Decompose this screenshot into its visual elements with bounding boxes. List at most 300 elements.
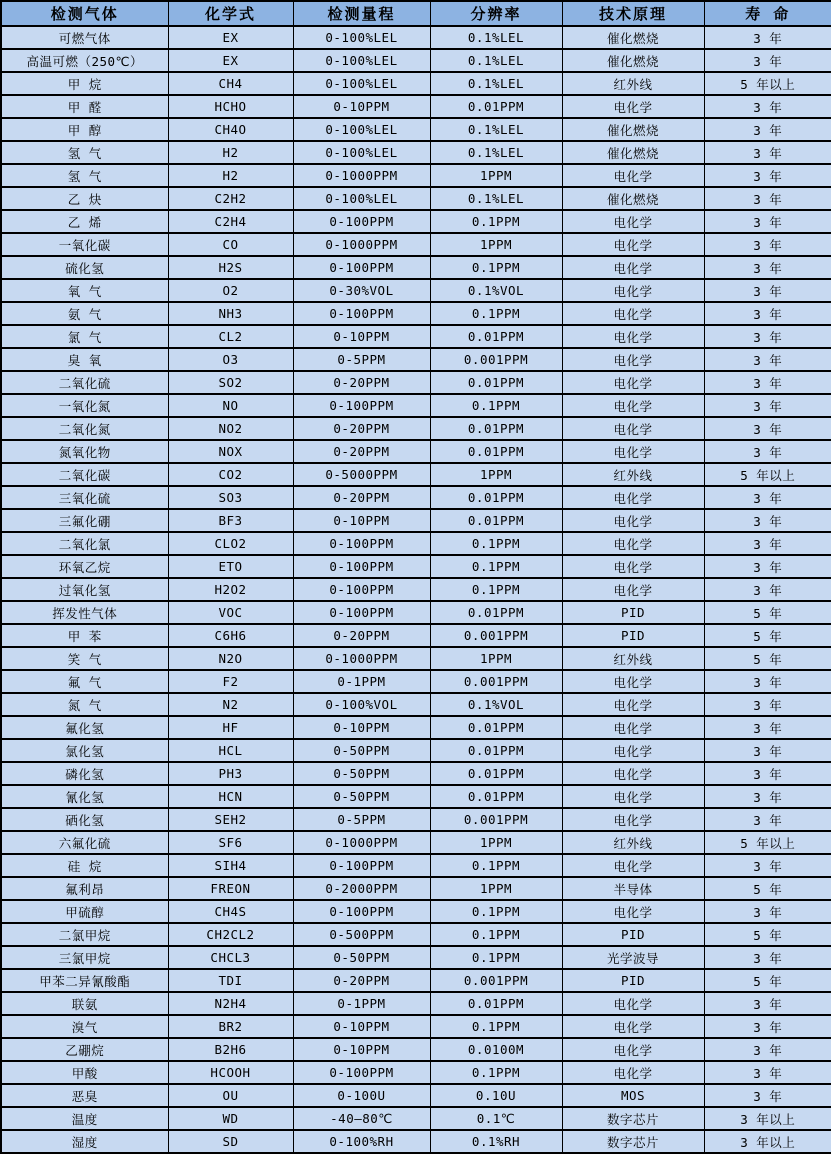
table-cell-chemical-formula: H2S [168, 256, 293, 279]
table-cell-gas-name: 联氨 [1, 992, 168, 1015]
table-cell-resolution: 0.1PPM [430, 532, 562, 555]
table-cell-lifespan: 3 年 [704, 210, 831, 233]
table-cell-gas-name: 可燃气体 [1, 26, 168, 49]
table-cell-technology: 催化燃烧 [562, 26, 704, 49]
table-cell-resolution: 0.01PPM [430, 785, 562, 808]
table-cell-lifespan: 5 年 [704, 624, 831, 647]
table-cell-technology: 电化学 [562, 992, 704, 1015]
table-row [1, 601, 831, 624]
table-cell-lifespan: 5 年以上 [704, 72, 831, 95]
table-row [1, 946, 831, 969]
table-cell-lifespan: 3 年 [704, 693, 831, 716]
table-cell-resolution: 0.1PPM [430, 210, 562, 233]
table-cell-lifespan: 3 年 [704, 532, 831, 555]
table-cell-gas-name: 乙 烯 [1, 210, 168, 233]
table-row [1, 440, 831, 463]
table-cell-chemical-formula: HCHO [168, 95, 293, 118]
table-cell-chemical-formula: CH4S [168, 900, 293, 923]
table-cell-chemical-formula: N2H4 [168, 992, 293, 1015]
table-cell-detection-range: 0-100%RH [293, 1130, 430, 1153]
table-row [1, 417, 831, 440]
table-cell-resolution: 0.1%LEL [430, 26, 562, 49]
table-cell-gas-name: 二氧化碳 [1, 463, 168, 486]
table-cell-resolution: 0.1%RH [430, 1130, 562, 1153]
table-cell-lifespan: 5 年以上 [704, 463, 831, 486]
table-cell-chemical-formula: F2 [168, 670, 293, 693]
table-cell-gas-name: 挥发性气体 [1, 601, 168, 624]
table-header-row [1, 1, 831, 26]
table-cell-technology: PID [562, 601, 704, 624]
table-cell-gas-name: 三氟化硼 [1, 509, 168, 532]
table-row [1, 900, 831, 923]
table-cell-detection-range: 0-5PPM [293, 348, 430, 371]
table-cell-detection-range: 0-20PPM [293, 440, 430, 463]
table-cell-resolution: 0.1%LEL [430, 118, 562, 141]
table-cell-gas-name: 环氧乙烷 [1, 555, 168, 578]
column-header-technology: 技术原理 [562, 1, 704, 26]
table-cell-gas-name: 臭 氧 [1, 348, 168, 371]
table-cell-chemical-formula: CH4O [168, 118, 293, 141]
table-cell-lifespan: 3 年 [704, 578, 831, 601]
table-cell-gas-name: 二氧化硫 [1, 371, 168, 394]
table-cell-chemical-formula: CL2 [168, 325, 293, 348]
table-cell-detection-range: 0-100PPM [293, 256, 430, 279]
table-cell-detection-range: 0-30%VOL [293, 279, 430, 302]
table-row [1, 1107, 831, 1130]
table-cell-resolution: 0.1PPM [430, 854, 562, 877]
table-cell-lifespan: 3 年 [704, 233, 831, 256]
table-cell-technology: 电化学 [562, 348, 704, 371]
table-cell-lifespan: 3 年 [704, 302, 831, 325]
table-cell-detection-range: 0-50PPM [293, 762, 430, 785]
table-cell-technology: 电化学 [562, 325, 704, 348]
table-row [1, 1015, 831, 1038]
table-row [1, 716, 831, 739]
table-cell-gas-name: 氨 气 [1, 302, 168, 325]
table-cell-detection-range: 0-2000PPM [293, 877, 430, 900]
table-cell-chemical-formula: WD [168, 1107, 293, 1130]
table-cell-chemical-formula: N2 [168, 693, 293, 716]
table-cell-gas-name: 氢 气 [1, 164, 168, 187]
table-cell-lifespan: 3 年 [704, 739, 831, 762]
table-row [1, 26, 831, 49]
table-cell-chemical-formula: CO2 [168, 463, 293, 486]
table-cell-gas-name: 一氧化碳 [1, 233, 168, 256]
table-cell-resolution: 0.1℃ [430, 1107, 562, 1130]
table-cell-resolution: 1PPM [430, 647, 562, 670]
table-cell-lifespan: 3 年 [704, 256, 831, 279]
table-row [1, 141, 831, 164]
table-cell-resolution: 0.1%LEL [430, 72, 562, 95]
table-row [1, 49, 831, 72]
table-cell-detection-range: 0-1PPM [293, 992, 430, 1015]
table-cell-detection-range: 0-100%VOL [293, 693, 430, 716]
table-cell-technology: 电化学 [562, 256, 704, 279]
table-cell-technology: 数字芯片 [562, 1107, 704, 1130]
table-cell-gas-name: 硫化氢 [1, 256, 168, 279]
table-cell-detection-range: 0-5000PPM [293, 463, 430, 486]
table-row [1, 831, 831, 854]
table-row [1, 624, 831, 647]
table-cell-chemical-formula: SF6 [168, 831, 293, 854]
table-cell-detection-range: 0-100PPM [293, 900, 430, 923]
table-cell-gas-name: 二氯甲烷 [1, 923, 168, 946]
table-cell-technology: PID [562, 624, 704, 647]
table-cell-lifespan: 3 年以上 [704, 1107, 831, 1130]
table-cell-resolution: 0.01PPM [430, 601, 562, 624]
table-cell-lifespan: 3 年 [704, 785, 831, 808]
table-row [1, 394, 831, 417]
table-cell-gas-name: 高温可燃（250℃） [1, 49, 168, 72]
table-cell-lifespan: 3 年 [704, 417, 831, 440]
table-cell-lifespan: 5 年 [704, 877, 831, 900]
column-header-lifespan: 寿 命 [704, 1, 831, 26]
table-row [1, 325, 831, 348]
table-row [1, 256, 831, 279]
table-cell-lifespan: 5 年 [704, 647, 831, 670]
table-cell-technology: 电化学 [562, 440, 704, 463]
table-cell-chemical-formula: NO2 [168, 417, 293, 440]
table-cell-chemical-formula: HF [168, 716, 293, 739]
table-cell-detection-range: 0-100%LEL [293, 49, 430, 72]
table-cell-detection-range: 0-1000PPM [293, 647, 430, 670]
table-row [1, 233, 831, 256]
table-cell-chemical-formula: C2H4 [168, 210, 293, 233]
table-cell-resolution: 0.1PPM [430, 394, 562, 417]
table-cell-resolution: 0.01PPM [430, 762, 562, 785]
table-cell-detection-range: 0-100U [293, 1084, 430, 1107]
table-cell-lifespan: 3 年 [704, 164, 831, 187]
table-cell-technology: 电化学 [562, 371, 704, 394]
table-cell-chemical-formula: EX [168, 26, 293, 49]
table-cell-gas-name: 氰化氢 [1, 785, 168, 808]
table-cell-lifespan: 3 年 [704, 26, 831, 49]
column-header-resolution: 分辨率 [430, 1, 562, 26]
table-row [1, 1038, 831, 1061]
table-cell-resolution: 1PPM [430, 164, 562, 187]
table-cell-resolution: 0.1PPM [430, 1015, 562, 1038]
table-cell-technology: 催化燃烧 [562, 49, 704, 72]
table-cell-detection-range: 0-20PPM [293, 969, 430, 992]
table-cell-lifespan: 3 年以上 [704, 1130, 831, 1153]
table-cell-technology: 电化学 [562, 1038, 704, 1061]
table-cell-detection-range: 0-100PPM [293, 578, 430, 601]
table-cell-detection-range: 0-100%LEL [293, 26, 430, 49]
table-cell-resolution: 0.01PPM [430, 95, 562, 118]
table-cell-resolution: 0.0100M [430, 1038, 562, 1061]
table-cell-lifespan: 5 年 [704, 601, 831, 624]
table-cell-detection-range: 0-20PPM [293, 486, 430, 509]
table-cell-detection-range: 0-50PPM [293, 739, 430, 762]
table-cell-resolution: 0.001PPM [430, 348, 562, 371]
table-cell-chemical-formula: SEH2 [168, 808, 293, 831]
table-cell-detection-range: 0-100%LEL [293, 141, 430, 164]
table-cell-technology: 红外线 [562, 463, 704, 486]
table-cell-technology: 电化学 [562, 164, 704, 187]
table-row [1, 95, 831, 118]
table-cell-technology: 红外线 [562, 72, 704, 95]
table-cell-chemical-formula: FREON [168, 877, 293, 900]
table-cell-technology: 电化学 [562, 210, 704, 233]
table-cell-chemical-formula: C6H6 [168, 624, 293, 647]
table-cell-chemical-formula: NO [168, 394, 293, 417]
table-cell-technology: 电化学 [562, 900, 704, 923]
table-cell-lifespan: 3 年 [704, 371, 831, 394]
table-cell-chemical-formula: PH3 [168, 762, 293, 785]
table-cell-lifespan: 3 年 [704, 486, 831, 509]
table-row [1, 647, 831, 670]
table-cell-resolution: 0.01PPM [430, 325, 562, 348]
table-cell-lifespan: 3 年 [704, 394, 831, 417]
table-cell-chemical-formula: OU [168, 1084, 293, 1107]
table-cell-chemical-formula: CO [168, 233, 293, 256]
table-row [1, 210, 831, 233]
table-cell-resolution: 0.1PPM [430, 578, 562, 601]
table-cell-gas-name: 恶臭 [1, 1084, 168, 1107]
table-cell-detection-range: 0-20PPM [293, 417, 430, 440]
table-row [1, 693, 831, 716]
table-cell-lifespan: 3 年 [704, 279, 831, 302]
table-cell-resolution: 0.10U [430, 1084, 562, 1107]
table-cell-chemical-formula: VOC [168, 601, 293, 624]
table-cell-lifespan: 5 年 [704, 923, 831, 946]
table-cell-resolution: 1PPM [430, 233, 562, 256]
table-row [1, 164, 831, 187]
table-row [1, 578, 831, 601]
table-cell-resolution: 1PPM [430, 877, 562, 900]
table-cell-resolution: 1PPM [430, 463, 562, 486]
table-cell-chemical-formula: SIH4 [168, 854, 293, 877]
table-cell-lifespan: 3 年 [704, 762, 831, 785]
table-cell-gas-name: 一氧化氮 [1, 394, 168, 417]
table-cell-detection-range: 0-100PPM [293, 532, 430, 555]
table-cell-detection-range: 0-20PPM [293, 624, 430, 647]
table-cell-gas-name: 甲苯二异氰酸酯 [1, 969, 168, 992]
table-cell-technology: 电化学 [562, 302, 704, 325]
table-row [1, 187, 831, 210]
table-cell-technology: 电化学 [562, 233, 704, 256]
table-cell-lifespan: 5 年 [704, 969, 831, 992]
table-row [1, 808, 831, 831]
table-cell-gas-name: 甲酸 [1, 1061, 168, 1084]
table-cell-lifespan: 3 年 [704, 49, 831, 72]
table-cell-lifespan: 3 年 [704, 854, 831, 877]
table-cell-gas-name: 硒化氢 [1, 808, 168, 831]
table-cell-gas-name: 甲硫醇 [1, 900, 168, 923]
table-row [1, 923, 831, 946]
table-cell-detection-range: 0-10PPM [293, 95, 430, 118]
table-cell-gas-name: 氮氧化物 [1, 440, 168, 463]
table-cell-detection-range: 0-100PPM [293, 394, 430, 417]
table-cell-gas-name: 湿度 [1, 1130, 168, 1153]
table-cell-lifespan: 3 年 [704, 716, 831, 739]
table-cell-resolution: 0.1PPM [430, 256, 562, 279]
table-cell-resolution: 0.01PPM [430, 440, 562, 463]
table-cell-lifespan: 3 年 [704, 187, 831, 210]
table-cell-gas-name: 三氯甲烷 [1, 946, 168, 969]
table-cell-resolution: 0.1PPM [430, 302, 562, 325]
table-cell-chemical-formula: N2O [168, 647, 293, 670]
table-cell-chemical-formula: H2O2 [168, 578, 293, 601]
table-cell-detection-range: 0-10PPM [293, 1038, 430, 1061]
table-cell-chemical-formula: O2 [168, 279, 293, 302]
table-cell-resolution: 1PPM [430, 831, 562, 854]
table-cell-gas-name: 氮 气 [1, 693, 168, 716]
table-cell-detection-range: 0-1PPM [293, 670, 430, 693]
table-cell-detection-range: -40—80℃ [293, 1107, 430, 1130]
table-cell-chemical-formula: SO2 [168, 371, 293, 394]
table-cell-chemical-formula: TDI [168, 969, 293, 992]
table-cell-chemical-formula: CH2CL2 [168, 923, 293, 946]
table-cell-resolution: 0.1PPM [430, 900, 562, 923]
table-cell-technology: 红外线 [562, 831, 704, 854]
table-cell-chemical-formula: H2 [168, 141, 293, 164]
table-cell-lifespan: 3 年 [704, 440, 831, 463]
table-cell-detection-range: 0-100PPM [293, 210, 430, 233]
table-row [1, 1084, 831, 1107]
table-row [1, 348, 831, 371]
table-cell-resolution: 0.1%LEL [430, 141, 562, 164]
table-cell-resolution: 0.01PPM [430, 486, 562, 509]
table-cell-detection-range: 0-10PPM [293, 1015, 430, 1038]
table-cell-gas-name: 二氧化氯 [1, 532, 168, 555]
table-cell-technology: 光学波导 [562, 946, 704, 969]
table-row [1, 509, 831, 532]
table-row [1, 785, 831, 808]
table-cell-technology: MOS [562, 1084, 704, 1107]
table-cell-detection-range: 0-5PPM [293, 808, 430, 831]
table-cell-technology: 电化学 [562, 95, 704, 118]
table-cell-gas-name: 乙 炔 [1, 187, 168, 210]
table-cell-resolution: 0.01PPM [430, 992, 562, 1015]
table-cell-technology: 催化燃烧 [562, 187, 704, 210]
table-cell-lifespan: 3 年 [704, 1084, 831, 1107]
table-cell-detection-range: 0-100PPM [293, 1061, 430, 1084]
table-cell-chemical-formula: BR2 [168, 1015, 293, 1038]
table-cell-technology: 电化学 [562, 509, 704, 532]
table-cell-chemical-formula: BF3 [168, 509, 293, 532]
table-cell-technology: 红外线 [562, 647, 704, 670]
table-cell-lifespan: 3 年 [704, 1038, 831, 1061]
table-cell-chemical-formula: HCN [168, 785, 293, 808]
table-row [1, 670, 831, 693]
table-cell-technology: PID [562, 969, 704, 992]
table-cell-technology: 电化学 [562, 785, 704, 808]
table-cell-detection-range: 0-1000PPM [293, 233, 430, 256]
table-cell-gas-name: 甲 醇 [1, 118, 168, 141]
table-cell-chemical-formula: ETO [168, 555, 293, 578]
table-cell-resolution: 0.01PPM [430, 739, 562, 762]
table-cell-technology: 半导体 [562, 877, 704, 900]
table-cell-gas-name: 过氧化氢 [1, 578, 168, 601]
table-cell-chemical-formula: HCL [168, 739, 293, 762]
table-cell-technology: 电化学 [562, 693, 704, 716]
table-cell-resolution: 0.001PPM [430, 808, 562, 831]
table-cell-gas-name: 三氧化硫 [1, 486, 168, 509]
table-cell-lifespan: 3 年 [704, 348, 831, 371]
table-cell-technology: 电化学 [562, 555, 704, 578]
table-cell-chemical-formula: C2H2 [168, 187, 293, 210]
table-cell-detection-range: 0-20PPM [293, 371, 430, 394]
table-cell-lifespan: 3 年 [704, 992, 831, 1015]
table-cell-detection-range: 0-10PPM [293, 325, 430, 348]
table-cell-detection-range: 0-100%LEL [293, 118, 430, 141]
table-cell-resolution: 0.1%LEL [430, 187, 562, 210]
table-cell-technology: 电化学 [562, 394, 704, 417]
table-cell-resolution: 0.01PPM [430, 716, 562, 739]
table-cell-technology: 电化学 [562, 578, 704, 601]
table-cell-chemical-formula: SO3 [168, 486, 293, 509]
table-cell-technology: 电化学 [562, 1015, 704, 1038]
table-cell-gas-name: 甲 醛 [1, 95, 168, 118]
table-cell-chemical-formula: H2 [168, 164, 293, 187]
column-header-gas-name: 检测气体 [1, 1, 168, 26]
table-cell-gas-name: 氧 气 [1, 279, 168, 302]
table-cell-detection-range: 0-100PPM [293, 302, 430, 325]
table-row [1, 72, 831, 95]
table-cell-resolution: 0.01PPM [430, 509, 562, 532]
table-cell-chemical-formula: B2H6 [168, 1038, 293, 1061]
table-cell-resolution: 0.01PPM [430, 371, 562, 394]
table-row [1, 877, 831, 900]
table-cell-lifespan: 3 年 [704, 900, 831, 923]
table-cell-technology: 电化学 [562, 854, 704, 877]
table-cell-gas-name: 甲 苯 [1, 624, 168, 647]
table-cell-gas-name: 氟化氢 [1, 716, 168, 739]
table-cell-gas-name: 六氟化硫 [1, 831, 168, 854]
table-cell-gas-name: 氯 气 [1, 325, 168, 348]
table-cell-lifespan: 3 年 [704, 95, 831, 118]
table-cell-detection-range: 0-50PPM [293, 785, 430, 808]
table-cell-resolution: 0.1PPM [430, 923, 562, 946]
table-cell-detection-range: 0-10PPM [293, 509, 430, 532]
table-cell-resolution: 0.01PPM [430, 417, 562, 440]
table-cell-resolution: 0.001PPM [430, 624, 562, 647]
table-row [1, 992, 831, 1015]
table-cell-technology: PID [562, 923, 704, 946]
table-row [1, 302, 831, 325]
table-cell-technology: 电化学 [562, 1061, 704, 1084]
table-cell-technology: 电化学 [562, 762, 704, 785]
table-cell-gas-name: 氢 气 [1, 141, 168, 164]
table-cell-gas-name: 甲 烷 [1, 72, 168, 95]
table-row [1, 371, 831, 394]
table-cell-chemical-formula: NH3 [168, 302, 293, 325]
table-cell-lifespan: 3 年 [704, 946, 831, 969]
table-cell-lifespan: 3 年 [704, 555, 831, 578]
table-cell-technology: 数字芯片 [562, 1130, 704, 1153]
table-cell-lifespan: 3 年 [704, 118, 831, 141]
column-header-chemical-formula: 化学式 [168, 1, 293, 26]
table-cell-gas-name: 硅 烷 [1, 854, 168, 877]
table-cell-detection-range: 0-10PPM [293, 716, 430, 739]
table-cell-technology: 电化学 [562, 486, 704, 509]
column-header-detection-range: 检测量程 [293, 1, 430, 26]
table-cell-resolution: 0.1%LEL [430, 49, 562, 72]
table-cell-technology: 电化学 [562, 279, 704, 302]
table-cell-gas-name: 氯化氢 [1, 739, 168, 762]
table-cell-detection-range: 0-50PPM [293, 946, 430, 969]
table-row [1, 969, 831, 992]
table-row [1, 762, 831, 785]
table-cell-chemical-formula: SD [168, 1130, 293, 1153]
table-cell-technology: 电化学 [562, 417, 704, 440]
table-cell-gas-name: 溴气 [1, 1015, 168, 1038]
table-cell-chemical-formula: CH4 [168, 72, 293, 95]
table-cell-gas-name: 磷化氢 [1, 762, 168, 785]
table-cell-technology: 电化学 [562, 532, 704, 555]
table-cell-lifespan: 3 年 [704, 141, 831, 164]
